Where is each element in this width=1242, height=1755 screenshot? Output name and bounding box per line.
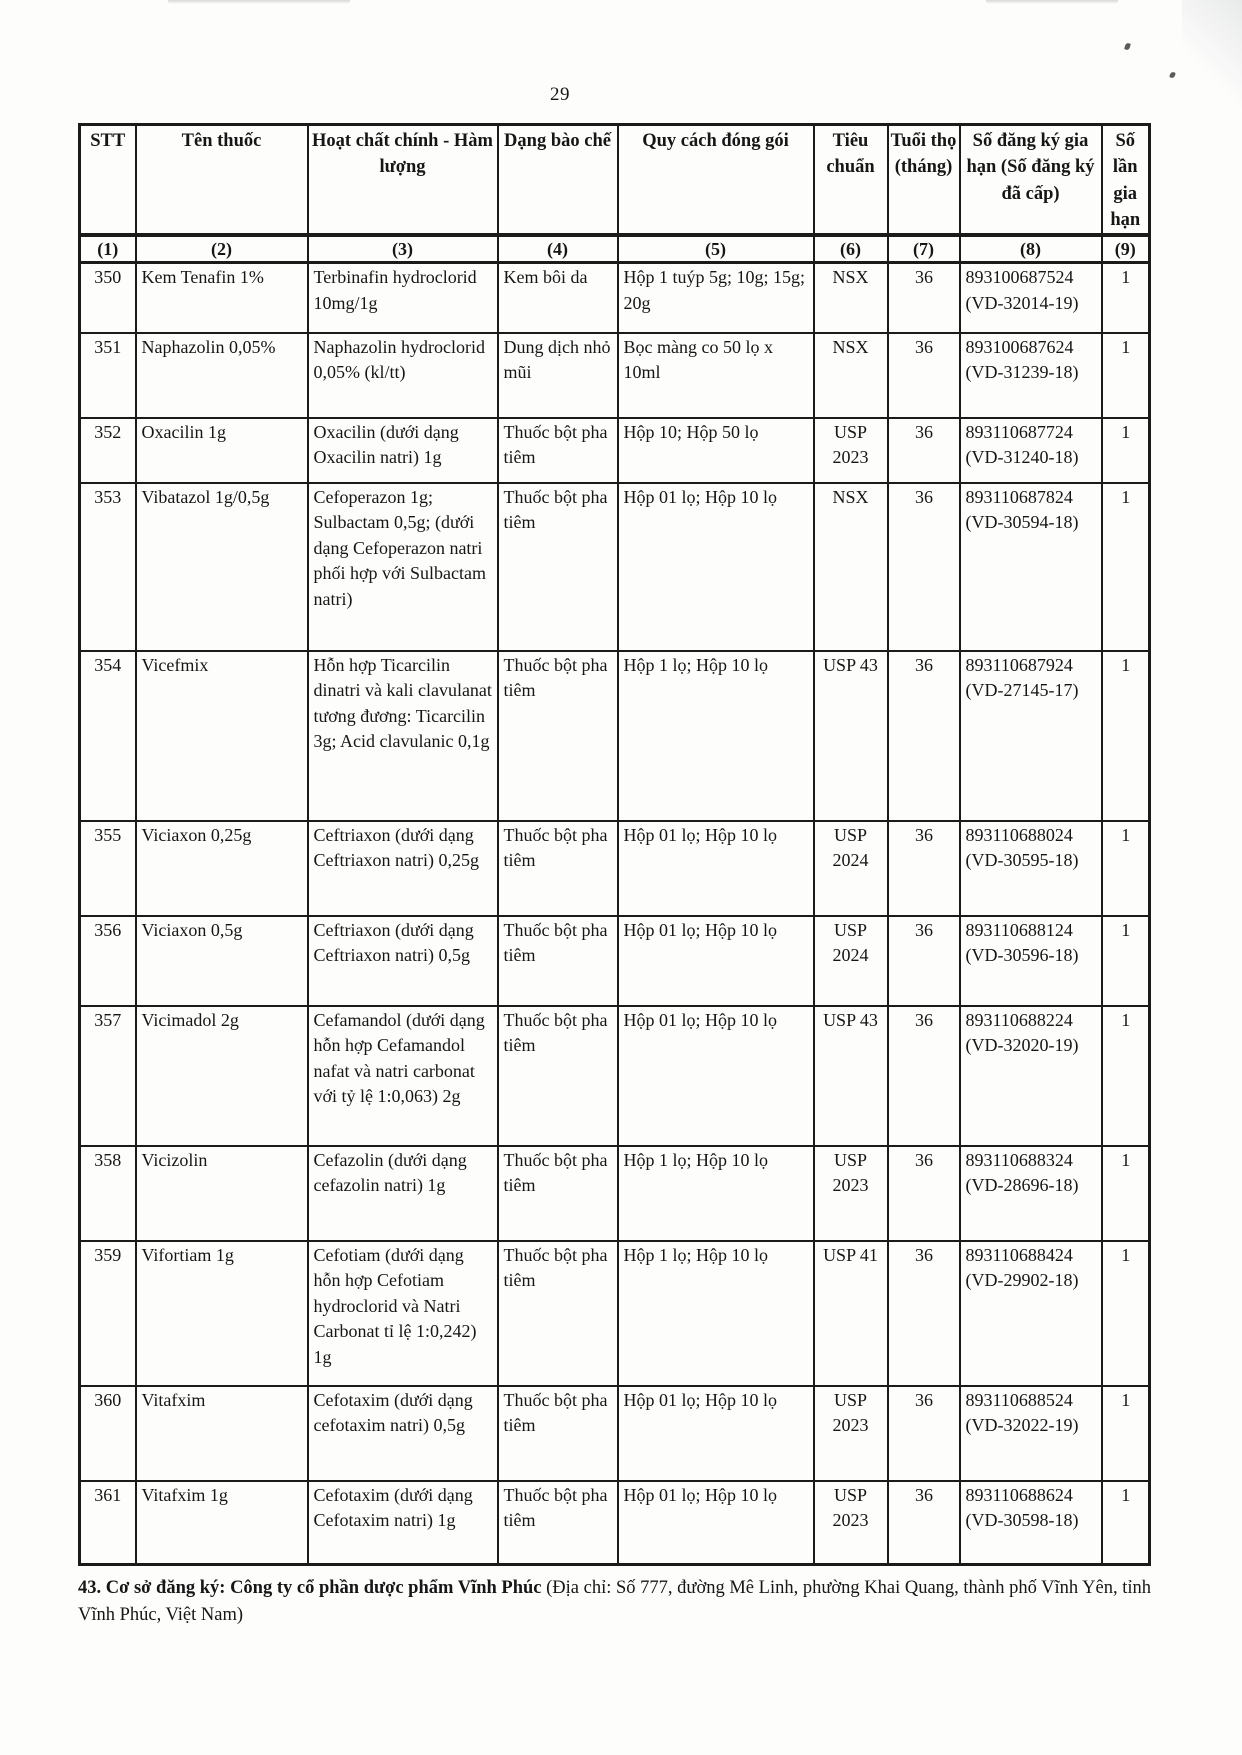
colnum-6: (6) [814, 235, 888, 263]
cell-packaging: Hộp 1 lọ; Hộp 10 lọ [618, 651, 814, 821]
cell-drug-name: Vicimadol 2g [136, 1006, 308, 1146]
cell-stt: 359 [80, 1241, 136, 1386]
cell-shelf-life: 36 [888, 1241, 960, 1386]
cell-registration-number: 893110687724 (VD-31240-18) [960, 418, 1102, 483]
colnum-2: (2) [136, 235, 308, 263]
table-row [80, 333, 1150, 418]
cell-dosage-form: Thuốc bột pha tiêm [498, 1386, 618, 1481]
cell-standard: NSX [814, 333, 888, 418]
cell-stt: 353 [80, 483, 136, 651]
colnum-5: (5) [618, 235, 814, 263]
cell-shelf-life: 36 [888, 1481, 960, 1565]
cell-shelf-life: 36 [888, 916, 960, 1006]
cell-active-ingredient: Cefamandol (dưới dạng hỗn hợp Cefamandol nafat và natri carbonat với tỷ lệ 1:0,063) 2g [308, 1006, 498, 1146]
table-row [80, 263, 1150, 333]
header-active-ingredient: Hoạt chất chính - Hàm lượng [308, 125, 498, 236]
cell-packaging: Hộp 01 lọ; Hộp 10 lọ [618, 483, 814, 651]
cell-drug-name: Vitafxim [136, 1386, 308, 1481]
cell-drug-name: Viciaxon 0,25g [136, 821, 308, 916]
header-stt: STT [80, 125, 136, 236]
cell-renewal-count: 1 [1102, 916, 1150, 1006]
cell-standard: NSX [814, 483, 888, 651]
cell-shelf-life: 36 [888, 1146, 960, 1241]
colnum-4: (4) [498, 235, 618, 263]
cell-active-ingredient: Naphazolin hydroclorid 0,05% (kl/tt) [308, 333, 498, 418]
cell-registration-number: 893110688124 (VD-30596-18) [960, 916, 1102, 1006]
cell-stt: 361 [80, 1481, 136, 1565]
cell-renewal-count: 1 [1102, 1386, 1150, 1481]
cell-dosage-form: Thuốc bột pha tiêm [498, 1006, 618, 1146]
cell-registration-number: 893110687924 (VD-27145-17) [960, 651, 1102, 821]
table-row [80, 821, 1150, 916]
cell-stt: 358 [80, 1146, 136, 1241]
cell-dosage-form: Thuốc bột pha tiêm [498, 1146, 618, 1241]
cell-active-ingredient: Oxacilin (dưới dạng Oxacilin natri) 1g [308, 418, 498, 483]
cell-standard: USP 41 [814, 1241, 888, 1386]
cell-stt: 360 [80, 1386, 136, 1481]
cell-stt: 356 [80, 916, 136, 1006]
cell-drug-name: Naphazolin 0,05% [136, 333, 308, 418]
cell-renewal-count: 1 [1102, 1006, 1150, 1146]
cell-renewal-count: 1 [1102, 483, 1150, 651]
cell-packaging: Hộp 1 tuýp 5g; 10g; 15g; 20g [618, 263, 814, 333]
registrar-note [78, 1575, 1163, 1629]
header-dosage-form: Dạng bào chế [498, 125, 618, 236]
cell-active-ingredient: Cefotaxim (dưới dạng Cefotaxim natri) 1g [308, 1481, 498, 1565]
cell-shelf-life: 36 [888, 418, 960, 483]
cell-drug-name: Oxacilin 1g [136, 418, 308, 483]
colnum-9: (9) [1102, 235, 1150, 263]
cell-stt: 352 [80, 418, 136, 483]
cell-renewal-count: 1 [1102, 418, 1150, 483]
cell-dosage-form: Kem bôi da [498, 263, 618, 333]
colnum-1: (1) [80, 235, 136, 263]
header-renewal-count: Số lần gia hạn [1102, 125, 1150, 236]
header-standard: Tiêu chuẩn [814, 125, 888, 236]
cell-packaging: Hộp 01 lọ; Hộp 10 lọ [618, 916, 814, 1006]
cell-registration-number: 893110688424 (VD-29902-18) [960, 1241, 1102, 1386]
cell-drug-name: Vitafxim 1g [136, 1481, 308, 1565]
table-column-number-row [80, 235, 1150, 263]
cell-standard: USP 2023 [814, 1146, 888, 1241]
table-row [80, 1241, 1150, 1386]
cell-packaging: Hộp 01 lọ; Hộp 10 lọ [618, 1386, 814, 1481]
table-row [80, 1386, 1150, 1481]
scan-smudge-top-left [168, 0, 350, 4]
cell-active-ingredient: Terbinafin hydroclorid 10mg/1g [308, 263, 498, 333]
header-packaging: Quy cách đóng gói [618, 125, 814, 236]
cell-registration-number: 893110688024 (VD-30595-18) [960, 821, 1102, 916]
cell-packaging: Hộp 01 lọ; Hộp 10 lọ [618, 1006, 814, 1146]
cell-dosage-form: Thuốc bột pha tiêm [498, 483, 618, 651]
cell-registration-number: 893110688224 (VD-32020-19) [960, 1006, 1102, 1146]
header-drug-name: Tên thuốc [136, 125, 308, 236]
cell-stt: 355 [80, 821, 136, 916]
table-row [80, 418, 1150, 483]
cell-dosage-form: Thuốc bột pha tiêm [498, 821, 618, 916]
cell-standard: NSX [814, 263, 888, 333]
cell-renewal-count: 1 [1102, 333, 1150, 418]
cell-standard: USP 2024 [814, 916, 888, 1006]
colnum-3: (3) [308, 235, 498, 263]
cell-dosage-form: Thuốc bột pha tiêm [498, 916, 618, 1006]
cell-registration-number: 893110687824 (VD-30594-18) [960, 483, 1102, 651]
cell-shelf-life: 36 [888, 333, 960, 418]
cell-dosage-form: Dung dịch nhỏ mũi [498, 333, 618, 418]
cell-packaging: Hộp 01 lọ; Hộp 10 lọ [618, 1481, 814, 1565]
scan-smudge-top-right [986, 0, 1118, 4]
scan-speck [1169, 71, 1176, 78]
cell-packaging: Bọc màng co 50 lọ x 10ml [618, 333, 814, 418]
registrar-name: 43. Cơ sở đăng ký: Công ty cổ phần dược phẩm Vĩnh Phúc [78, 1578, 542, 1599]
colnum-7: (7) [888, 235, 960, 263]
cell-registration-number: 893110688524 (VD-32022-19) [960, 1386, 1102, 1481]
cell-shelf-life: 36 [888, 651, 960, 821]
cell-drug-name: Kem Tenafin 1% [136, 263, 308, 333]
header-shelf-life: Tuổi thọ (tháng) [888, 125, 960, 236]
cell-standard: USP 2024 [814, 821, 888, 916]
cell-drug-name: Vifortiam 1g [136, 1241, 308, 1386]
cell-renewal-count: 1 [1102, 1146, 1150, 1241]
cell-active-ingredient: Ceftriaxon (dưới dạng Ceftriaxon natri) 0,25g [308, 821, 498, 916]
cell-drug-name: Vicizolin [136, 1146, 308, 1241]
cell-shelf-life: 36 [888, 263, 960, 333]
drug-table-body [80, 263, 1150, 1565]
cell-shelf-life: 36 [888, 821, 960, 916]
cell-shelf-life: 36 [888, 1386, 960, 1481]
cell-registration-number: 893100687624 (VD-31239-18) [960, 333, 1102, 418]
cell-active-ingredient: Ceftriaxon (dưới dạng Ceftriaxon natri) 0,5g [308, 916, 498, 1006]
cell-packaging: Hộp 10; Hộp 50 lọ [618, 418, 814, 483]
cell-dosage-form: Thuốc bột pha tiêm [498, 1241, 618, 1386]
table-row [80, 1006, 1150, 1146]
cell-active-ingredient: Cefotaxim (dưới dạng cefotaxim natri) 0,5g [308, 1386, 498, 1481]
cell-stt: 354 [80, 651, 136, 821]
cell-active-ingredient: Cefoperazon 1g; Sulbactam 0,5g; (dưới dạng Cefoperazon natri phối hợp với Sulbactam natri) [308, 483, 498, 651]
cell-shelf-life: 36 [888, 483, 960, 651]
registrar-address: (Địa chỉ: Số 777, đường Mê Linh, phường Khai Quang, thành phố Vĩnh Yên, tỉnh Vĩnh Phúc, Việt Nam) [78, 1578, 1151, 1625]
cell-standard: USP 2023 [814, 418, 888, 483]
cell-dosage-form: Thuốc bột pha tiêm [498, 651, 618, 821]
cell-packaging: Hộp 1 lọ; Hộp 10 lọ [618, 1241, 814, 1386]
table-row [80, 483, 1150, 651]
cell-registration-number: 893100687524 (VD-32014-19) [960, 263, 1102, 333]
colnum-8: (8) [960, 235, 1102, 263]
cell-stt: 350 [80, 263, 136, 333]
table-header-row [80, 125, 1150, 236]
cell-drug-name: Vicefmix [136, 651, 308, 821]
table-row [80, 1481, 1150, 1565]
cell-renewal-count: 1 [1102, 1241, 1150, 1386]
cell-shelf-life: 36 [888, 1006, 960, 1146]
cell-stt: 351 [80, 333, 136, 418]
cell-standard: USP 43 [814, 651, 888, 821]
cell-renewal-count: 1 [1102, 1481, 1150, 1565]
cell-packaging: Hộp 1 lọ; Hộp 10 lọ [618, 1146, 814, 1241]
cell-drug-name: Vibatazol 1g/0,5g [136, 483, 308, 651]
cell-registration-number: 893110688324 (VD-28696-18) [960, 1146, 1102, 1241]
cell-active-ingredient: Hỗn hợp Ticarcilin dinatri và kali clavulanat tương đương: Ticarcilin 3g; Acid clavulanic 0,1g [308, 651, 498, 821]
cell-active-ingredient: Cefazolin (dưới dạng cefazolin natri) 1g [308, 1146, 498, 1241]
cell-packaging: Hộp 01 lọ; Hộp 10 lọ [618, 821, 814, 916]
drug-registration-table [78, 123, 1151, 1566]
cell-dosage-form: Thuốc bột pha tiêm [498, 418, 618, 483]
scan-speck [1124, 42, 1131, 50]
cell-renewal-count: 1 [1102, 821, 1150, 916]
cell-renewal-count: 1 [1102, 263, 1150, 333]
cell-renewal-count: 1 [1102, 651, 1150, 821]
scan-corner-shade [1182, 0, 1242, 110]
cell-active-ingredient: Cefotiam (dưới dạng hỗn hợp Cefotiam hydroclorid và Natri Carbonat tỉ lệ 1:0,242) 1g [308, 1241, 498, 1386]
cell-standard: USP 2023 [814, 1481, 888, 1565]
cell-standard: USP 43 [814, 1006, 888, 1146]
cell-drug-name: Viciaxon 0,5g [136, 916, 308, 1006]
cell-standard: USP 2023 [814, 1386, 888, 1481]
header-registration-number: Số đăng ký gia hạn (Số đăng ký đã cấp) [960, 125, 1102, 236]
cell-registration-number: 893110688624 (VD-30598-18) [960, 1481, 1102, 1565]
table-row [80, 1146, 1150, 1241]
table-row [80, 916, 1150, 1006]
table-row [80, 651, 1150, 821]
cell-stt: 357 [80, 1006, 136, 1146]
cell-dosage-form: Thuốc bột pha tiêm [498, 1481, 618, 1565]
page-number: 29 [550, 84, 570, 105]
